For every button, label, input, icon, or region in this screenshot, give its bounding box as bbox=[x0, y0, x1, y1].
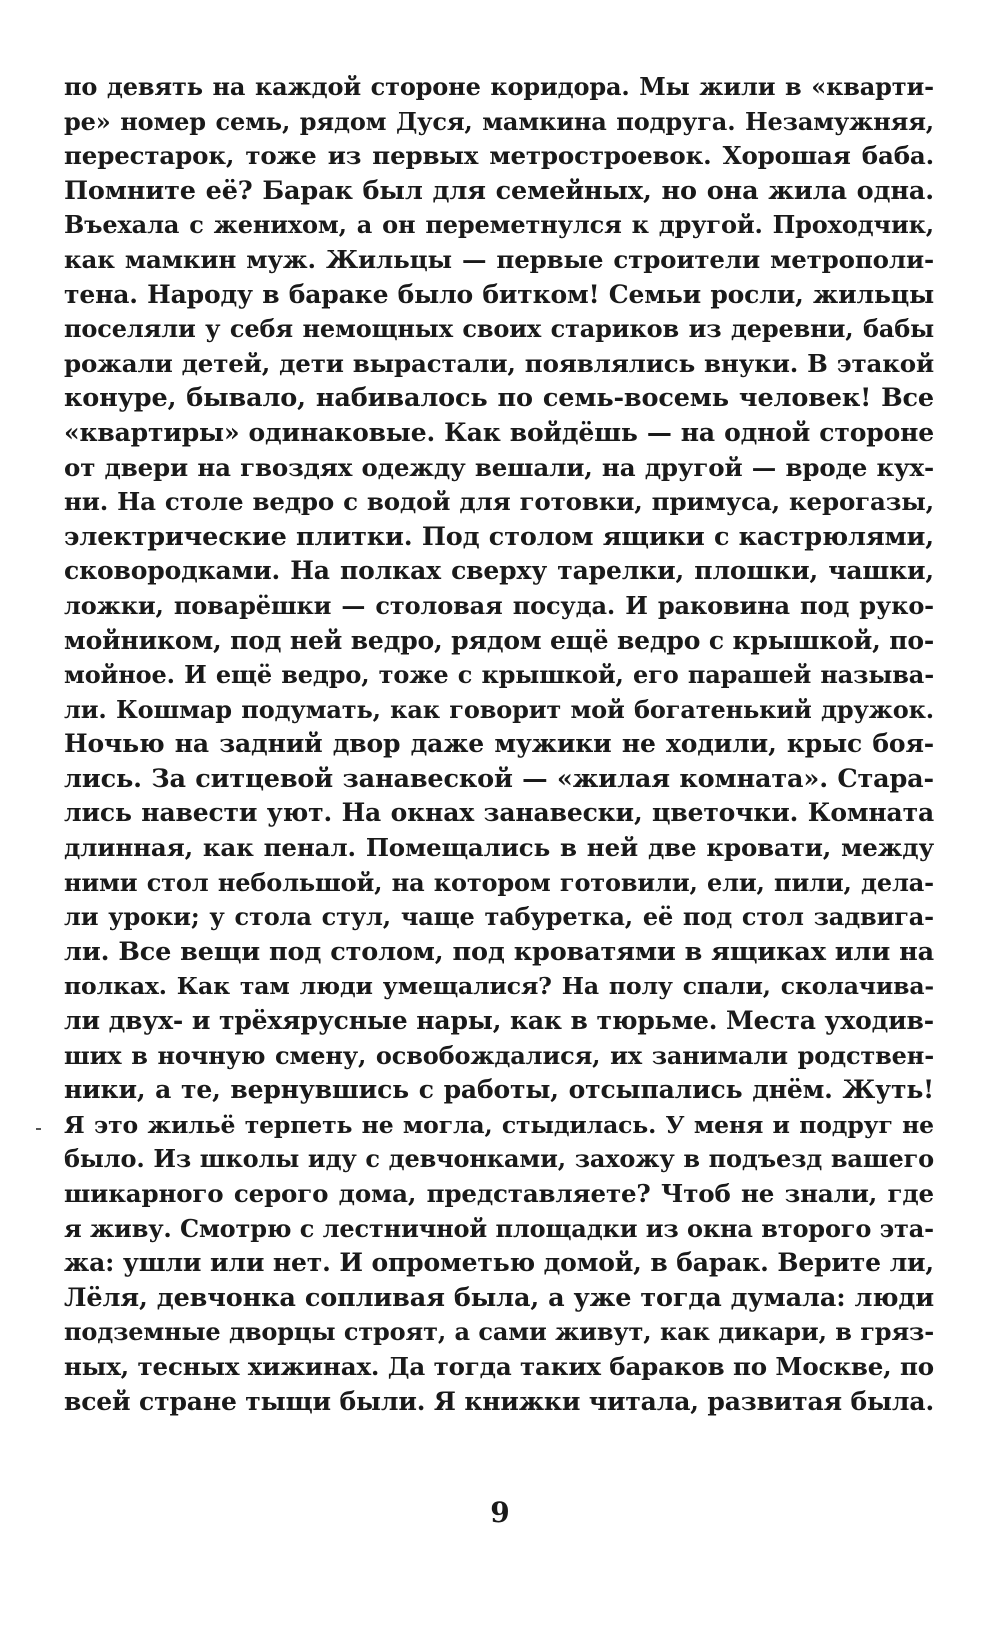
text-line: электрические плитки. Под столом ящики с кастрюлями, bbox=[64, 521, 934, 552]
text-line: Ночью на задний двор даже мужики не ходили, крыс боя- bbox=[64, 729, 934, 759]
text-line: ших в ночную смену, освобождалися, их занимали родствен- bbox=[64, 1040, 934, 1070]
text-line: конуре, бывало, набивалось по семь-восемь человек! Все bbox=[64, 383, 934, 414]
text-line: шикарного серого дома, представляете? Чтоб не знали, где bbox=[64, 1179, 934, 1208]
text-line: поселяли у себя немощных своих стариков из деревни, бабы bbox=[64, 314, 934, 344]
text-line: ре» номер семь, рядом Дуся, мамкина подруга. Незамужняя, bbox=[64, 106, 934, 136]
text-line: сковородками. На полках сверху тарелки, плошки, чашки, bbox=[64, 556, 934, 586]
text-line: было. Из школы иду с девчонками, захожу в подъезд вашего bbox=[64, 1144, 934, 1174]
text-line: ли уроки; у стола стул, чаще табуретка, её под стол задвига- bbox=[64, 902, 934, 932]
text-line: от двери на гвоздях одежду вешали, на другой — вроде кух- bbox=[64, 452, 934, 482]
text-line: всей стране тыщи были. Я книжки читала, развитая была. bbox=[64, 1386, 934, 1416]
text-line: жа: ушли или нет. И опрометью домой, в барак. Верите ли, bbox=[64, 1248, 934, 1278]
text-line: как мамкин муж. Жильцы — первые строители метрополи- bbox=[64, 244, 934, 274]
text-line: рожали детей, дети вырастали, появлялись внуки. В этакой bbox=[64, 348, 934, 378]
text-line: мойное. И ещё ведро, тоже с крышкой, его парашей называ- bbox=[64, 660, 934, 690]
text-line: перестарок, тоже из первых метростроевок. Хорошая баба. bbox=[64, 141, 934, 171]
text-line: ли. Все вещи под столом, под кроватями в ящиках или на bbox=[64, 936, 934, 967]
text-line: «квартиры» одинаковые. Как войдёшь — на одной стороне bbox=[64, 417, 934, 447]
text-line: Въехала с женихом, а он переметнулся к другой. Проходчик, bbox=[64, 210, 934, 240]
text-line: Я это жильё терпеть не могла, стыдилась. У меня и подруг не bbox=[64, 1110, 934, 1139]
text-line: мойником, под ней ведро, рядом ещё ведро с крышкой, по- bbox=[64, 625, 935, 655]
text-line: полках. Как там люди умещалися? На полу спали, сколачива- bbox=[64, 972, 934, 1001]
text-line: лись навести уют. На окнах занавески, цветочки. Комната bbox=[64, 798, 934, 828]
text-line: Лёля, девчонка сопливая была, а уже тогда думала: люди bbox=[64, 1282, 934, 1313]
text-line: я живу. Смотрю с лестничной площадки из окна второго эта- bbox=[64, 1213, 934, 1243]
text-line: ни. На столе ведро с водой для готовки, примуса, керогазы, bbox=[64, 487, 934, 517]
text-line: ложки, поварёшки — столовая посуда. И раковина под руко- bbox=[64, 590, 934, 620]
text-line: по девять на каждой стороне коридора. Мы жили в «кварти- bbox=[64, 72, 934, 101]
text-line: ними стол небольшой, на котором готовили, ели, пили, дела- bbox=[64, 867, 934, 897]
text-line: лись. За ситцевой занавеской — «жилая комната». Стара- bbox=[64, 763, 934, 794]
text-line: тена. Народу в бараке было битком! Семьи росли, жильцы bbox=[64, 279, 934, 309]
text-line: Помните её? Барак был для семейных, но она жила одна. bbox=[64, 175, 934, 206]
page-number: 9 bbox=[490, 1496, 510, 1529]
text-line: подземные дворцы строят, а сами живут, как дикари, в гряз- bbox=[64, 1317, 934, 1347]
text-line: ли двух- и трёхярусные нары, как в тюрьме. Места уходив- bbox=[64, 1006, 934, 1036]
text-line: ники, а те, вернувшись с работы, отсыпались днём. Жуть! bbox=[64, 1075, 934, 1105]
text-line: ных, тесных хижинах. Да тогда таких бараков по Москве, по bbox=[64, 1351, 934, 1381]
text-line: длинная, как пенал. Помещались в ней две кровати, между bbox=[64, 833, 934, 863]
text-line: ли. Кошмар подумать, как говорит мой богатенький дружок. bbox=[64, 694, 934, 724]
body-text bbox=[64, 70, 934, 1419]
margin-mark bbox=[36, 1128, 41, 1130]
